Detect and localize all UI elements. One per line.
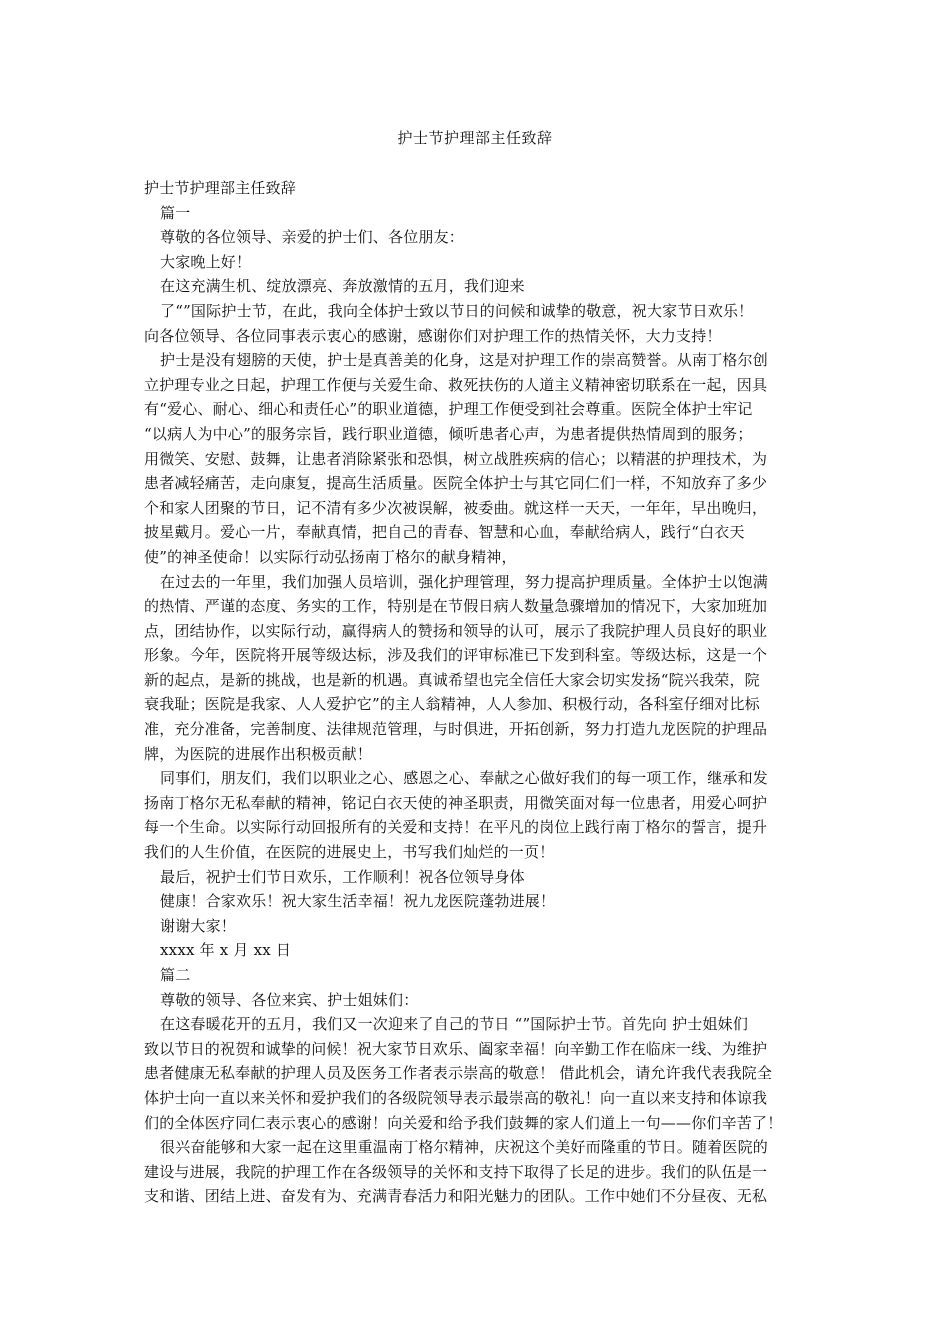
body-heading: 护士节护理部主任致辞 — [144, 179, 297, 197]
paragraph-line: 了“”国际护士节，在此，我向全体护士致以节日的问候和诚挚的敬意，祝大家节日欢乐！ — [160, 301, 754, 320]
paragraph-line: 的热情、严谨的态度、务实的工作，特别是在节假日病人数量急骤增加的情况下，大家加班加 — [144, 597, 768, 616]
paragraph-line: “以病人为中心”的服务宗旨，践行职业道德，倾听患者心声，为患者提供热情周到的服务； — [144, 424, 753, 443]
paragraph-line: 扬南丁格尔无私奉献的精神，铭记白衣天使的神圣职责，用微笑面对每一位患者，用爱心呵护 — [144, 793, 768, 812]
paragraph-line: 很兴奋能够和大家一起在这里重温南丁格尔精神，庆祝这个美好而隆重的节日。随着医院的 — [160, 1138, 769, 1157]
paragraph-line: 同事们，朋友们，我们以职业之心、感恩之心、奉献之心做好我们的每一项工作，继承和发 — [160, 769, 769, 788]
paragraph-line: 有“爱心、耐心、细心和责任心”的职业道德，护理工作便受到社会尊重。医院全体护士牢记 — [144, 400, 753, 419]
closing-line: 谢谢大家！ — [160, 916, 237, 935]
paragraph-line: 牌，为医院的进展作出积极贡献！ — [144, 744, 373, 763]
paragraph-line: 每一个生命。以实际行动回报所有的关爱和支持！在平凡的岗位上践行南丁格尔的誓言，提升 — [144, 818, 768, 837]
paragraph-line: 形象。今年，医院将开展等级达标，涉及我们的评审标准已下发到科室。等级达标，这是一个 — [144, 646, 768, 665]
paragraph-line: 患者减轻痛苦，走向康复，提高生活质量。医院全体护士与其它同仁们一样，不知放弃了多少 — [144, 474, 768, 493]
paragraph-line: 我们的人生价值，在医院的进展史上，书写我们灿烂的一页！ — [144, 843, 555, 862]
greeting: 大家晚上好！ — [160, 252, 252, 271]
salutation: 尊敬的各位领导、亲爱的护士们、各位朋友： — [160, 228, 465, 247]
date-line: xxxx 年 x 月 xx 日 — [160, 941, 292, 960]
salutation: 尊敬的领导、各位来宾、护士姐妹们： — [160, 990, 419, 1009]
paragraph-line: 个和家人团聚的节日，记不清有多少次被误解，被委曲。就这样一天天，一年年，早出晚归， — [144, 498, 768, 517]
paragraph-line: 向各位领导、各位同事表示衷心的感谢，感谢你们对护理工作的热情关怀，大力支持！ — [144, 326, 722, 345]
section-label: 篇二 — [160, 966, 191, 984]
paragraph-line: 点，团结协作，以实际行动，赢得病人的赞扬和领导的认可，展示了我院护理人员良好的职业 — [144, 621, 768, 640]
paragraph-line: 致以节日的祝贺和诚挚的问候！祝大家节日欢乐、阖家幸福！向辛勤工作在临床一线、为维护 — [144, 1039, 768, 1058]
paragraph-line: 在这充满生机、绽放漂亮、奔放激情的五月，我们迎来 — [160, 277, 525, 296]
paragraph-line: 健康！合家欢乐！祝大家生活幸福！祝九龙医院蓬勃进展！ — [160, 892, 556, 911]
document-body — [144, 176, 808, 1209]
paragraph-line: 衰我耻；医院是我家、人人爱护它”的主人翁精神，人人参加、积极行动，各科室仔细对比标 — [144, 695, 760, 714]
paragraph-line: 护士是没有翅膀的天使，护士是真善美的化身，这是对护理工作的崇高赞誉。从南丁格尔创 — [160, 351, 769, 370]
paragraph-line: 最后，祝护士们节日欢乐，工作顺利！祝各位领导身体 — [160, 867, 525, 886]
paragraph-line: 使”的神圣使命！以实际行动弘扬南丁格尔的献身精神， — [144, 547, 517, 566]
paragraph-line: 支和谐、团结上进、奋发有为、充满青春活力和阳光魅力的团队。工作中她们不分昼夜、无私 — [144, 1187, 768, 1206]
document-title: 护士节护理部主任致辞 — [397, 129, 553, 147]
paragraph-line: 立护理专业之日起，护理工作便与关爱生命、救死扶伤的人道主义精神密切联系在一起，因具 — [144, 375, 768, 394]
paragraph-line: 们的全体医疗同仁表示衷心的感谢！向关爱和给予我们鼓舞的家人们道上一句——你们辛苦了！ — [144, 1113, 783, 1132]
section-label: 篇一 — [160, 203, 191, 222]
paragraph-line: 准，充分准备，完善制度、法律规范管理，与时俱进，开拓创新，努力打造九龙医院的护理品 — [144, 720, 768, 739]
paragraph-line: 在过去的一年里，我们加强人员培训，强化护理管理，努力提高护理质量。全体护士以饱满 — [160, 572, 769, 591]
paragraph-line: 新的起点，是新的挑战，也是新的机遇。真诚希望也完全信任大家会切实发扬“院兴我荣，院 — [144, 670, 760, 689]
paragraph-line: 建设与进展，我院的护理工作在各级领导的关怀和支持下取得了长足的进步。我们的队伍是一 — [144, 1162, 768, 1181]
paragraph-line: 患者健康无私奉献的护理人员及医务工作者表示崇高的敬意！ 借此机会，请允许我代表我院全 — [144, 1064, 773, 1083]
paragraph-line: 体护士向一直以来关怀和爱护我们的各级院领导表示最崇高的敬礼！向一直以来支持和体谅我 — [144, 1088, 768, 1107]
paragraph-line: 在这春暖花开的五月，我们又一次迎来了自己的节日 “”国际护士节。首先向 护士姐妹们 — [160, 1015, 749, 1034]
paragraph-line: 披星戴月。爱心一片，奉献真情，把自己的青春、智慧和心血，奉献给病人，践行“白衣天 — [144, 523, 745, 542]
paragraph-line: 用微笑、安慰、鼓舞，让患者消除紧张和恐惧，树立战胜疾病的信心；以精湛的护理技术，为 — [144, 449, 768, 468]
